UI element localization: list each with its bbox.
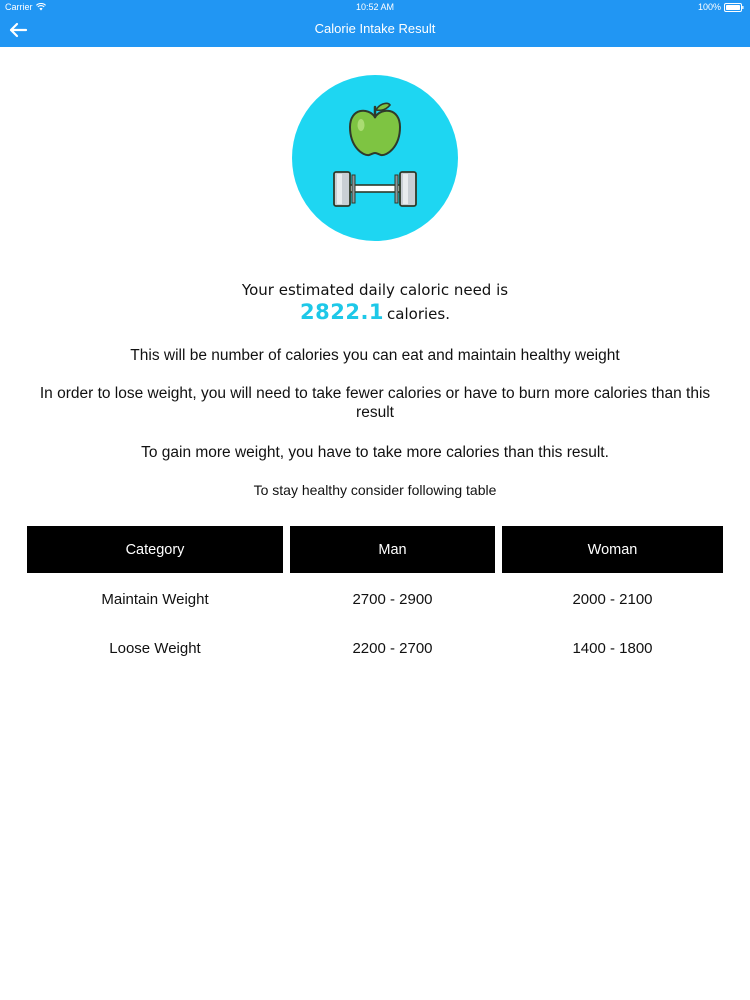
row-woman-value: 2000 - 2100 [572,591,653,608]
status-battery [698,2,744,12]
gain-weight-info-text: To gain more weight, you have to take more calories than this result. [141,444,609,461]
lose-weight-info-text: In order to lose weight, you will need to take fewer calories or have to burn more calories than this result [39,385,711,421]
table-intro-text: To stay healthy consider following table [253,482,497,498]
calorie-table [27,526,723,673]
caloric-need-label: Your estimated daily caloric need is [241,281,509,299]
page-title: Calorie Intake Result [314,21,436,36]
table-row [27,575,723,624]
calorie-result [0,300,750,324]
apple-dumbbell-icon [292,75,458,241]
calorie-unit: calories. [387,305,450,323]
status-time: 10:52 AM [355,2,395,12]
status-bar [0,0,750,15]
row-woman-value: 1400 - 1800 [572,640,653,657]
table-row [27,624,723,673]
header-category: Category [27,526,283,573]
header-woman: Woman [502,526,723,573]
table-header-row [27,526,723,573]
row-man-value: 2700 - 2900 [352,591,433,608]
calorie-value: 2822.1 [300,300,385,324]
row-category: Maintain Weight [101,591,209,608]
header-man: Man [290,526,495,573]
nav-bar [0,15,750,47]
row-category: Loose Weight [109,640,201,657]
battery-icon [724,3,744,12]
battery-percent: 100% [697,2,721,12]
row-man-value: 2200 - 2700 [352,640,433,657]
maintain-info-text: This will be number of calories you can eat and maintain healthy weight [130,347,620,364]
app-header [0,0,750,47]
carrier-label: Carrier [5,2,33,12]
